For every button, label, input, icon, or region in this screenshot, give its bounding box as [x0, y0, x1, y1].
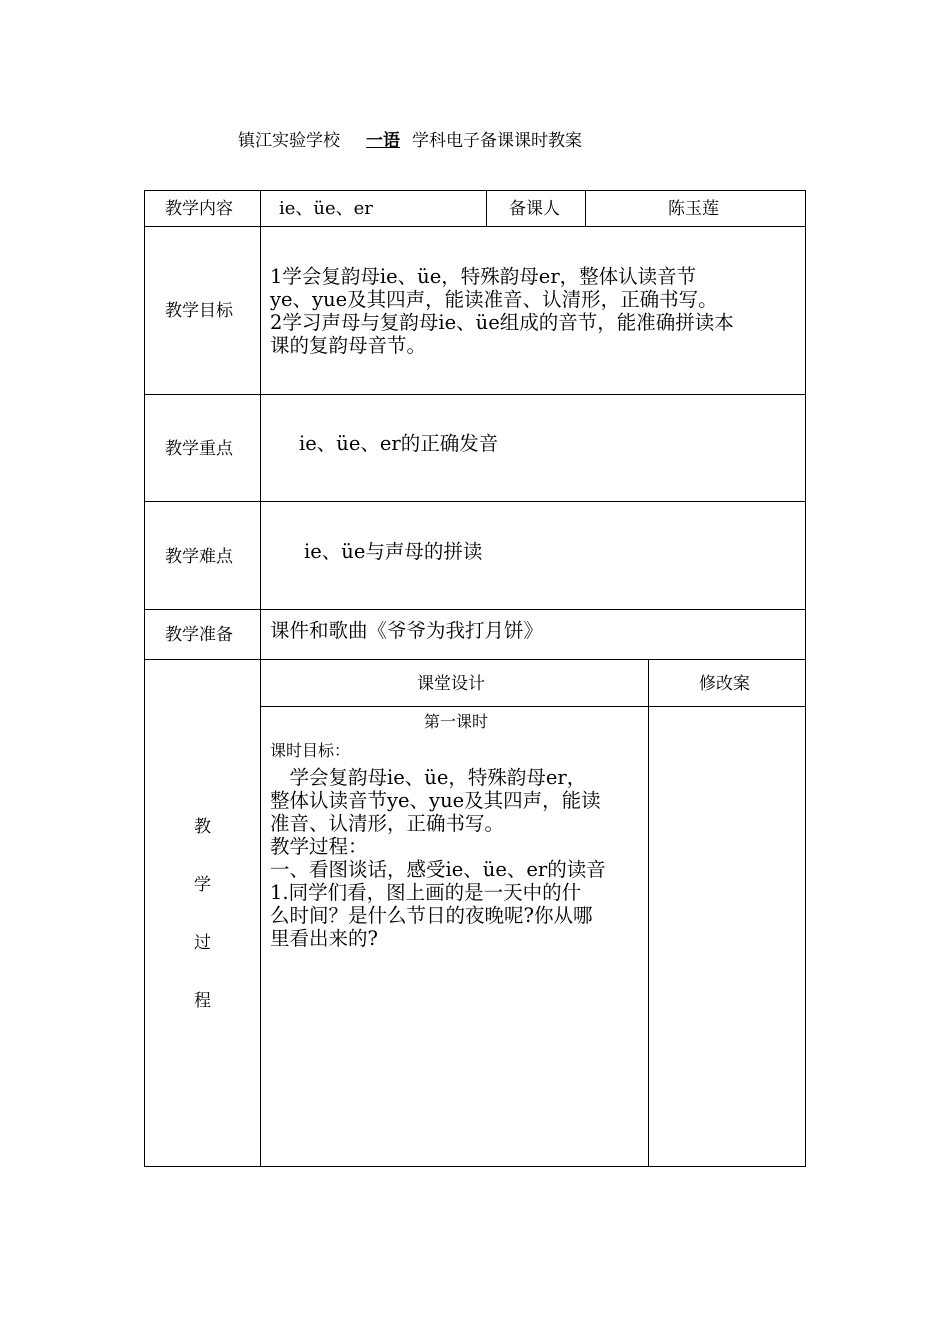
- process-label-char: 教: [194, 817, 211, 837]
- table-border-top: [144, 190, 806, 191]
- prep-value: 课件和歌曲《爷爷为我打月饼》: [270, 619, 544, 642]
- table-divider: [585, 190, 586, 227]
- table-divider: [144, 226, 806, 227]
- focus-label: 教学重点: [165, 439, 233, 459]
- table-border-bottom: [144, 1166, 806, 1167]
- lesson-line: 学会复韵母ie、üe，特殊韵母er，: [270, 766, 587, 789]
- goals-line: 课的复韵母音节。: [270, 334, 427, 357]
- school-name: 镇江实验学校: [238, 131, 340, 151]
- content-value: ie、üe、er: [279, 198, 373, 219]
- focus-value: ie、üe、er的正确发音: [299, 432, 499, 455]
- goals-text: [270, 265, 805, 357]
- prep-label: 教学准备: [165, 625, 233, 645]
- lesson-goal-label: 课时目标：: [270, 741, 351, 760]
- table-divider: [144, 609, 806, 610]
- lesson-line: 整体认读音节ye、yue及其四声，能读: [270, 789, 601, 812]
- page-header: [238, 126, 582, 151]
- lesson-line: 里看出来的?: [270, 927, 378, 950]
- lesson-line: 么时间？是什么节日的夜晚呢?你从哪: [270, 904, 593, 927]
- subject-name: 一语: [366, 131, 400, 151]
- table-divider: [486, 190, 487, 227]
- content-label: 教学内容: [165, 199, 233, 219]
- goals-label: 教学目标: [165, 301, 233, 321]
- goals-line: 1学会复韵母ie、üe，特殊韵母er，整体认读音节: [270, 265, 697, 288]
- revision-header: 修改案: [699, 674, 750, 694]
- lesson-line: 1.同学们看，图上画的是一天中的什: [270, 881, 582, 904]
- table-border-left: [144, 190, 145, 1167]
- table-divider: [648, 659, 649, 1167]
- document-title: 学科电子备课课时教案: [412, 131, 582, 151]
- design-header: 课堂设计: [417, 674, 485, 694]
- preparer-label: 备课人: [509, 199, 560, 219]
- lesson-line: 教学过程：: [270, 835, 368, 858]
- table-divider: [144, 501, 806, 502]
- table-divider: [144, 394, 806, 395]
- table-divider: [144, 659, 806, 660]
- table-border-right: [805, 190, 806, 1167]
- process-label-char: 过: [194, 933, 211, 953]
- difficulty-value: ie、üe与声母的拼读: [304, 540, 483, 563]
- process-label-char: 程: [194, 991, 211, 1011]
- process-label-char: 学: [194, 875, 211, 895]
- difficulty-label: 教学难点: [165, 547, 233, 567]
- table-divider: [260, 706, 806, 707]
- preparer-value: 陈玉莲: [668, 199, 719, 219]
- table-divider: [260, 190, 261, 1167]
- lesson-body: [270, 766, 648, 950]
- goals-line: 2学习声母与复韵母ie、üe组成的音节，能准确拼读本: [270, 311, 734, 334]
- lesson-line: 准音、认清形，正确书写。: [270, 812, 505, 835]
- lesson-title: 第一课时: [424, 712, 489, 731]
- goals-line: ye、yue及其四声，能读准音、认清形，正确书写。: [270, 288, 718, 311]
- lesson-line: 一、看图谈话，感受ie、üe、er的读音: [270, 858, 606, 881]
